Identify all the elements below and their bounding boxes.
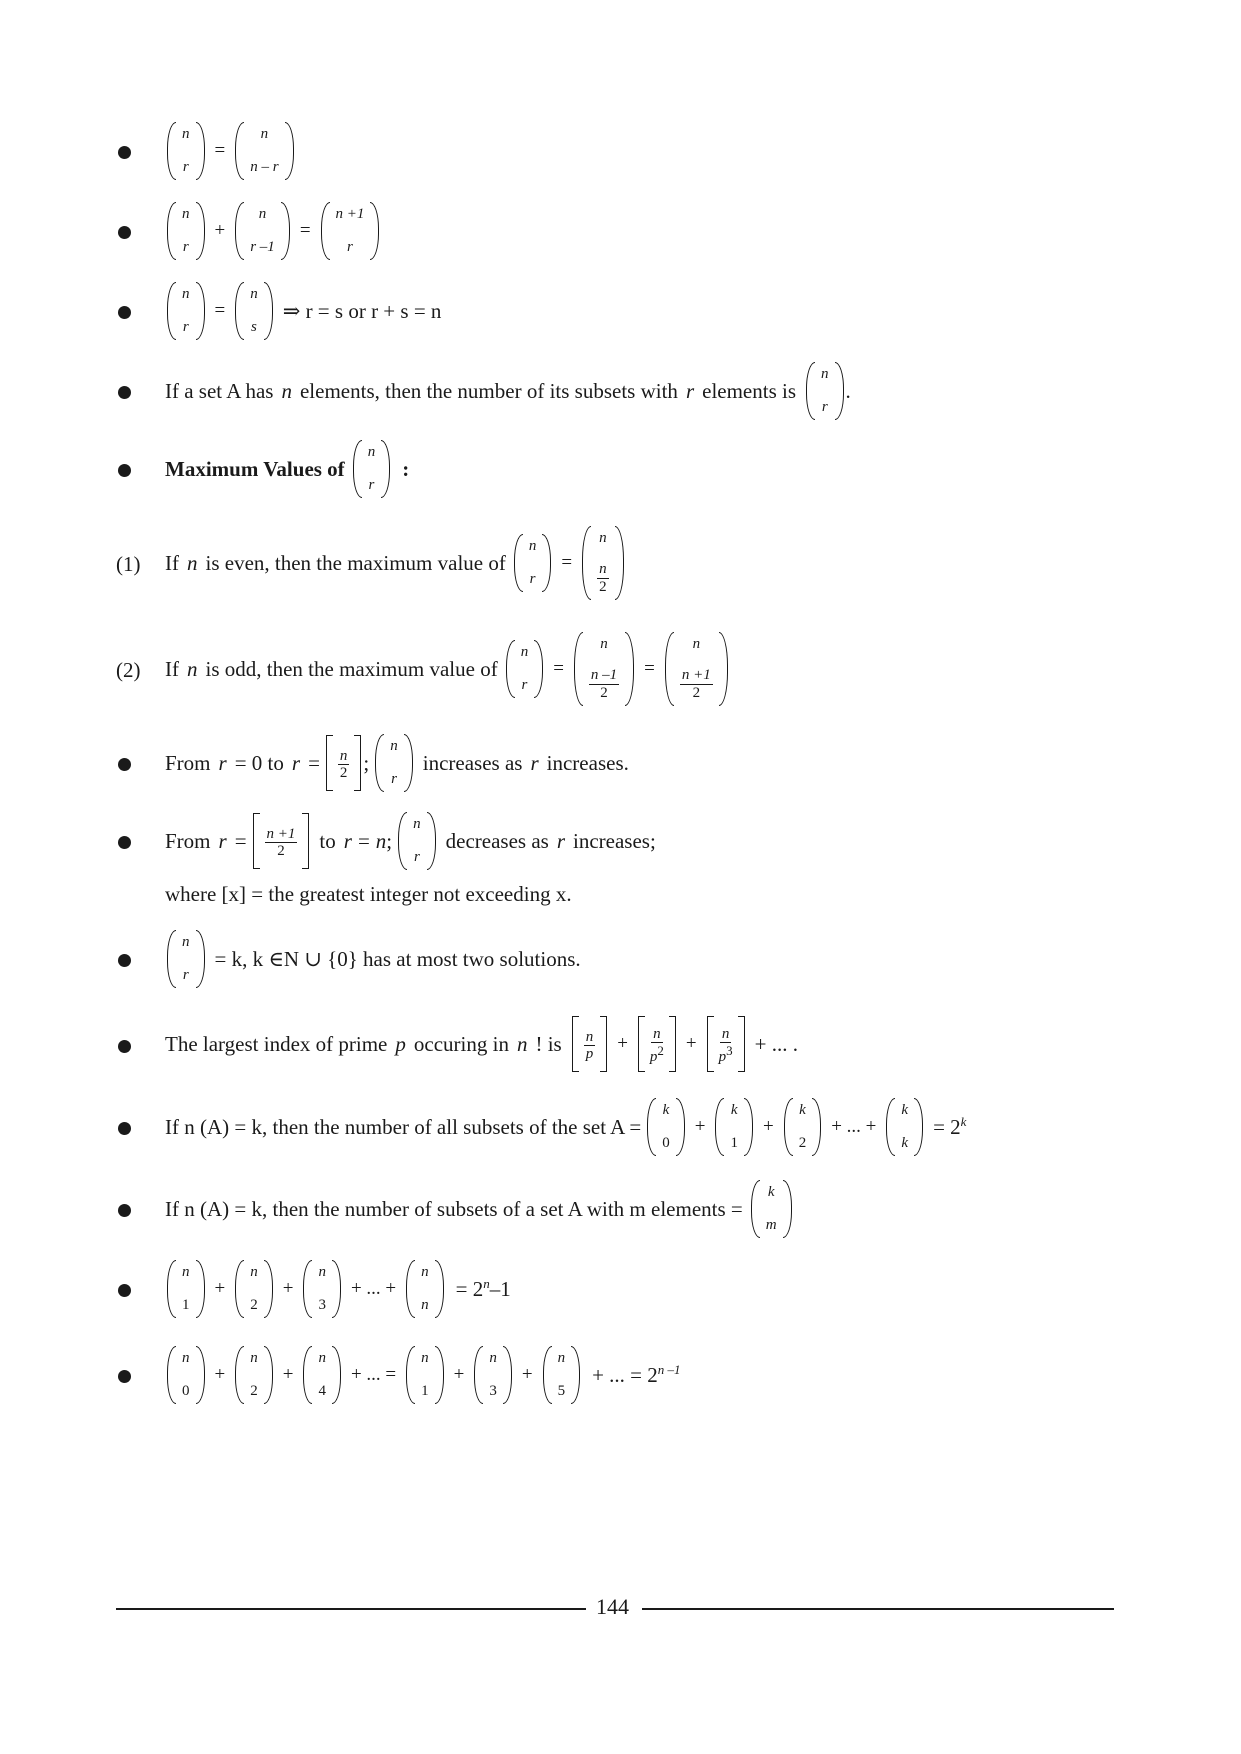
bullet <box>118 146 131 159</box>
even-odd-sum: n 0 + n 2 + n 4 + ... = n 1 + n 3 + n 5 + ... = $2^{n -1}$ <box>165 1346 681 1404</box>
decreasing-range: From r = $\frac{n +1}{2}$ to r = n ; n r decreases as r increases; <box>165 812 656 870</box>
identity-equal-binomials: n r = n s ⇒ r = s or r + s = n <box>165 282 441 340</box>
subsets-statement: If a set A has n elements, then the number of its subsets with r elements is n r . <box>165 362 851 420</box>
two-solutions: n r = k, k ∈N ∪ {0} has at most two solutions. <box>165 930 581 988</box>
footer-rule-left <box>116 1608 586 1610</box>
identity-pascal: n r + n r –1 = n +1 r <box>165 202 381 260</box>
bullet <box>118 1122 131 1135</box>
subsets-m: If n (A) = k, then the number of subsets of a set A with m elements = k m <box>165 1180 794 1238</box>
sum-from-one: n 1 + n 2 + n 3 + ... + n n = $2^n-1$ <box>165 1260 511 1318</box>
bullet <box>118 226 131 239</box>
legendre-formula: The largest index of prime p occuring in n ! is $\frac{n}{p}$ + $\frac{n}{p2}$ + $\frac{n}{p3}$ + ... . <box>165 1016 798 1072</box>
max-even: If n is even, then the maximum value of n r = n $\frac{n}{2}$ <box>165 526 626 600</box>
bullet <box>118 386 131 399</box>
page-number: 144 <box>596 1594 629 1619</box>
floor-definition: where [x] = the greatest integer not exceeding x. <box>165 882 572 906</box>
bullet <box>118 836 131 849</box>
bullet <box>118 306 131 319</box>
identity-symmetry: n r = n n – r <box>165 122 296 180</box>
bullet <box>118 1284 131 1297</box>
bullet <box>118 1204 131 1217</box>
bullet <box>118 464 131 477</box>
bullet <box>118 1040 131 1053</box>
item-number: (2) <box>116 658 141 682</box>
footer-rule-right <box>642 1608 1114 1610</box>
max-values-heading: Maximum Values of n r : <box>165 440 409 498</box>
max-odd: If n is odd, then the maximum value of n r = n $\frac{n -1}{2}$ = n $\frac{n +1}{2}$ <box>165 632 730 706</box>
increasing-range: From r = 0 to r = $\frac{n}{2}$ ; n r increases as r increases. <box>165 734 629 792</box>
bullet <box>118 758 131 771</box>
bullet <box>118 954 131 967</box>
item-number: (1) <box>116 552 141 576</box>
total-subsets: If n (A) = k, then the number of all subsets of the set A = k 0 + k 1 + k 2 + ... + k k = $2^k$ <box>165 1098 966 1156</box>
bullet <box>118 1370 131 1383</box>
